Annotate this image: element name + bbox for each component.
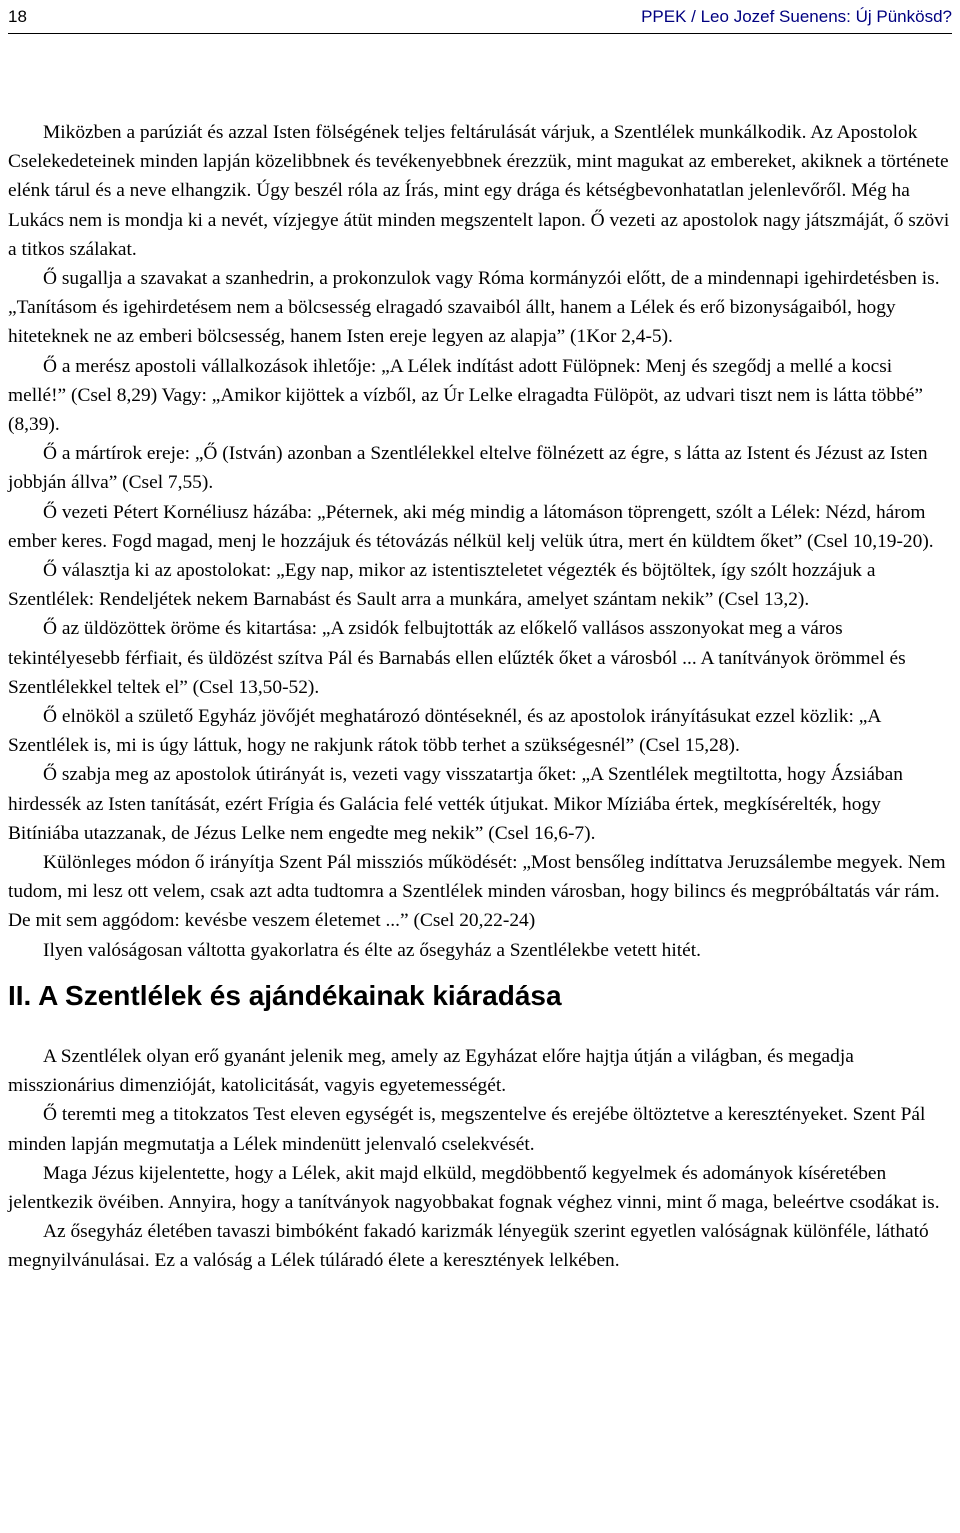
paragraph: Az ősegyház életében tavaszi bimbóként fakadó karizmák lényegük szerint egyetlen valóságnak különféle, látható megnyilvánulásai. Ez a valóság a Lélek túláradó élete a keresztények lelkében. (8, 1221, 929, 1272)
document-page (8, 0, 952, 1276)
paragraph: Ő választja ki az apostolokat: „Egy nap, mikor az istentiszteletet végezték és böjtöltek, így szólt hozzájuk a Szentlélek: Rendeljétek nekem Barnabást és Sault arra a munkára, amelyet szántam nekik” (Csel 13,2). (8, 560, 876, 611)
paragraph: Ilyen valóságosan váltotta gyakorlatra és élte az ősegyház a Szentlélekbe vetett hitét. (43, 939, 701, 961)
paragraph: A Szentlélek olyan erő gyanánt jelenik meg, amely az Egyházat előre hajtja útján a világban, és megadja misszionárius dimenzióját, katolicitását, vagyis egyetemességét. (8, 1045, 854, 1097)
page-number: 18 (8, 7, 27, 26)
paragraph: Miközben a parúziát és azzal Isten fölségének teljes feltárulását várjuk, a Szentlélek munkálkodik. Az Apostolok Cselekedeteinek minden lapján közelibbnek és tevékenyebbnek érezzük, mint magukat az embereket, akiknek a története elénk tárul és a neve elhangzik. Úgy beszél róla az Írás, mint egy drága és kétségbevonhatatlan jelenlevőről. Még ha Lukács nem is mondja ki a nevét, vízjegye átüt minden megszentelt lapon. Ő vezeti az apostolok nagy játszmáját, ő szövi a titkos szálakat. (8, 122, 950, 260)
paragraph: Ő vezeti Pétert Kornéliusz házába: „Péternek, aki még mindig a látomáson töprengett, szólt a Lélek: Nézd, három ember keres. Fogd magad, menj le hozzájuk és tétovázás nélkül kelj velük útra, mert én küldtem őket” (Csel 10,19-20). (8, 501, 934, 552)
section-heading: II. A Szentlélek és ajándékainak kiáradása (8, 979, 562, 1011)
paragraph: Ő szabja meg az apostolok útirányát is, vezeti vagy visszatartja őket: „A Szentlélek megtiltotta, hogy Ázsiában hirdessék az Isten tanítását, ezért Frígia és Galácia felé vették útjukat. Mikor Míziába értek, megkísérelték, hogy Bitíniába utazzanak, de Jézus Lelke nem engedte meg nekik” (Csel 16,6-7). (8, 764, 903, 844)
running-header (8, 7, 952, 34)
paragraph: Ő teremti meg a titokzatos Test eleven egységét is, megszentelve és erejébe öltöztetve a keresztényeket. Szent Pál minden lapján megmutatja a Lélek mindenütt jelenvaló cselekvését. (8, 1104, 926, 1155)
paragraph: Ő sugallja a szavakat a szanhedrin, a prokonzulok vagy Róma kormányzói előtt, de a mindennapi igehirdetésben is. „Tanításom és igehirdetésem nem a bölcsesség elragadó szavaiból állt, hanem a Lélek és erő bizonyságaiból, hogy hiteteknek ne az emberi bölcsesség, hanem Isten ereje legyen az alapja” (1Kor 2,4-5). (8, 268, 940, 348)
paragraph: Ő az üldözöttek öröme és kitartása: „A zsidók felbujtották az előkelő vallásos asszonyokat meg a város tekintélyesebb férfiait, és üldözést szítva Pál és Barnabás ellen elűzték őket a városból ... A tanítványok örömmel és Szentlélekkel teltek el” (Csel 13,50-52). (8, 618, 906, 698)
paragraph: Ő elnököl a születő Egyház jövőjét meghatározó döntéseknél, és az apostolok irányításukat ezzel közlik: „A Szentlélek is, mi is úgy láttuk, hogy ne rakjunk rátok több terhet a szükségesnél” (Csel 15,28). (8, 706, 881, 757)
paragraph: Maga Jézus kijelentette, hogy a Lélek, akit majd elküld, megdöbbentő kegyelmek és adományok kíséretében jelentkezik övéiben. Annyira, hogy a tanítványok nagyobbakat fognak véghez vinni, mint ő maga, beleértve csodákat is. (8, 1162, 940, 1213)
paragraph: Különleges módon ő irányítja Szent Pál missziós működését: „Most bensőleg indíttatva Jeruzsálembe megyek. Nem tudom, mi lesz ott velem, csak azt adta tudtomra a Szentlélek minden városban, hogy bilincs és megpróbáltatás vár rám. De mit sem aggódom: kevésbe veszem életemet ...” (Csel 20,22-24) (8, 852, 946, 932)
running-title: PPEK / Leo Jozef Suenens: Új Pünkösd? (641, 7, 952, 26)
paragraph: Ő a merész apostoli vállalkozások ihletője: „A Lélek indítást adott Fülöpnek: Menj és szegődj a mellé a kocsi mellé!” (Csel 8,29) Vagy: „Amikor kijöttek a vízből, az Úr Lelke elragadta Fülöpöt, az udvari tiszt nem is látta többé” (8,39). (8, 355, 924, 436)
paragraph: Ő a mártírok ereje: „Ő (István) azonban a Szentlélekkel eltelve fölnézett az égre, s látta az Istent és Jézust az Isten jobbján állva” (Csel 7,55). (8, 443, 928, 494)
body-text (8, 118, 952, 1276)
